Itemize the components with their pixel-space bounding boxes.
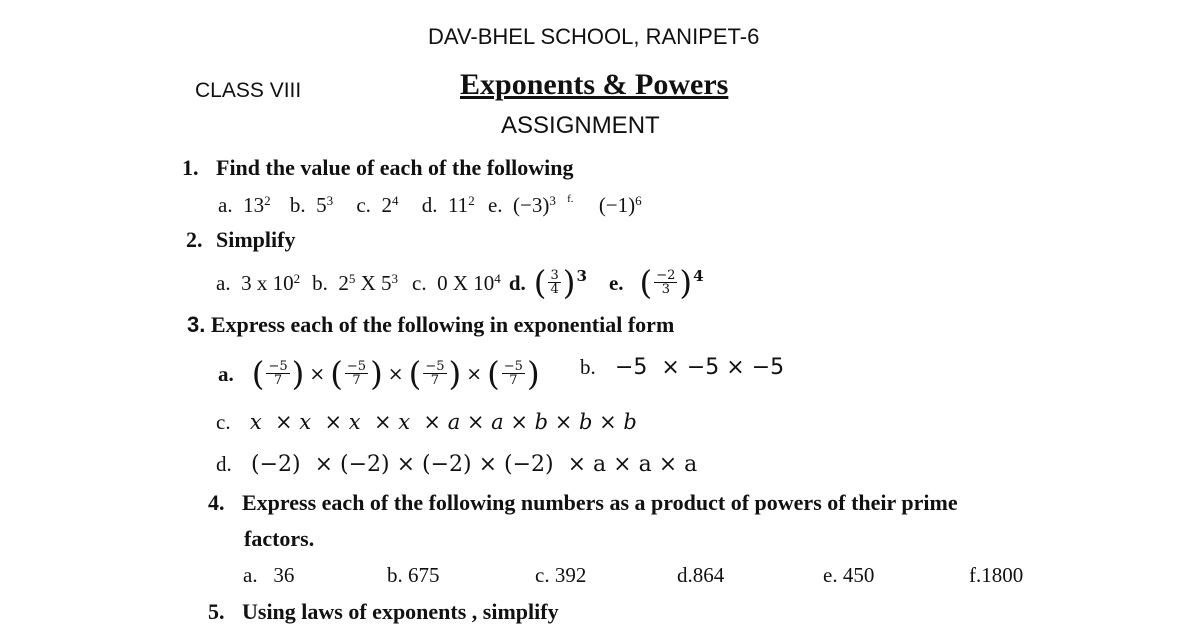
q2-item-c: c. 0 X $10^4$ bbox=[412, 270, 501, 295]
q5-text: Using laws of exponents , simplify bbox=[242, 599, 559, 624]
class-label: CLASS VIII bbox=[195, 79, 302, 102]
q3-times-1: × bbox=[309, 363, 326, 385]
q3-text: Express each of the following in exponential form bbox=[210, 312, 675, 337]
q4-heading bbox=[208, 490, 958, 516]
q3-fraction-2: ( $\frac{-5}{7}$ ) bbox=[330, 354, 383, 393]
q1-item-c: c. $2^4$ bbox=[356, 192, 399, 217]
q2-item-e-label: e. bbox=[608, 270, 624, 295]
q4-text-line1: Express each of the following numbers as a product of powers of their prime bbox=[242, 490, 958, 515]
q3-item-d-expr: (−2) × (−2) × (−2) × (−2) × a × a × a bbox=[251, 452, 698, 477]
q3-fraction-4: ( $\frac{-5}{7}$ ) bbox=[487, 354, 540, 393]
q5-heading bbox=[208, 599, 559, 625]
q1-item-b: b. $5^3$ bbox=[289, 192, 334, 217]
q1-item-e: e. $(-3)^3$ bbox=[487, 192, 556, 217]
q1-items bbox=[218, 193, 642, 218]
q2-text: Simplify bbox=[216, 227, 296, 252]
q3-item-c-expr: x × x × x × x × a × a × b × b × b bbox=[249, 410, 637, 434]
q1-heading bbox=[182, 155, 574, 181]
q2-item-d-label: d. bbox=[508, 270, 526, 295]
q3-fraction-3: ( $\frac{-5}{7}$ ) bbox=[408, 354, 462, 393]
q3-times-3: × bbox=[466, 363, 483, 385]
q3-item-b: b. −5 × −5 × −5 bbox=[580, 355, 785, 380]
q3-item-a bbox=[218, 350, 540, 398]
q1-text: Find the value of each of the following bbox=[216, 155, 574, 180]
q2-item-a: a. 3 x $10^2$ bbox=[216, 270, 301, 295]
q2-item-d-fraction: ( $\frac{3}{4}$ ) 3 bbox=[533, 263, 587, 302]
q4-item-d: d.864 bbox=[677, 563, 725, 587]
q4-text-line2: factors. bbox=[244, 526, 315, 551]
q3-item-b-expr: −5 × −5 × −5 bbox=[615, 355, 785, 380]
q4-item-f: f.1800 bbox=[969, 563, 1024, 587]
q3-item-a-label: a. bbox=[218, 361, 234, 386]
q3-times-2: × bbox=[387, 363, 404, 385]
q3-number: 3. bbox=[187, 312, 206, 337]
q1-item-d: d. $11^2$ bbox=[421, 192, 475, 217]
q4-number: 4. bbox=[208, 490, 225, 515]
q2-heading bbox=[186, 227, 295, 253]
q5-number: 5. bbox=[208, 599, 225, 624]
q1-item-f: $(-1)^6$ bbox=[598, 192, 642, 217]
q3-fraction-1: ( $\frac{-5}{7}$ ) bbox=[251, 354, 305, 393]
q3-item-d: d. (−2) × (−2) × (−2) × (−2) × a × a × a bbox=[216, 452, 698, 477]
page-title: Exponents & Powers bbox=[460, 68, 729, 101]
q4-item-c: c. 392 bbox=[535, 563, 587, 587]
q4-item-e: e. 450 bbox=[823, 563, 875, 587]
q2-number: 2. bbox=[186, 227, 203, 252]
assignment-subtitle: ASSIGNMENT bbox=[501, 112, 660, 139]
q2-item-e-fraction: ( $\frac{-2}{3}$ ) 4 bbox=[639, 263, 704, 302]
q3-heading bbox=[187, 312, 674, 338]
q2-item-b: b. $2^5$ X $5^3$ bbox=[312, 270, 399, 295]
q4-item-b: b. 675 bbox=[387, 563, 440, 587]
q3-item-c: c. x × x × x × x × a × a × b × b × b bbox=[216, 410, 637, 434]
school-name: DAV-BHEL SCHOOL, RANIPET-6 bbox=[428, 24, 760, 49]
q2-items bbox=[216, 260, 704, 306]
q1-item-a: a. $13^2$ bbox=[218, 192, 271, 217]
q1-item-f-label: f. bbox=[567, 193, 574, 205]
q4-item-a: a. 36 bbox=[243, 563, 295, 587]
q1-number: 1. bbox=[182, 155, 199, 180]
